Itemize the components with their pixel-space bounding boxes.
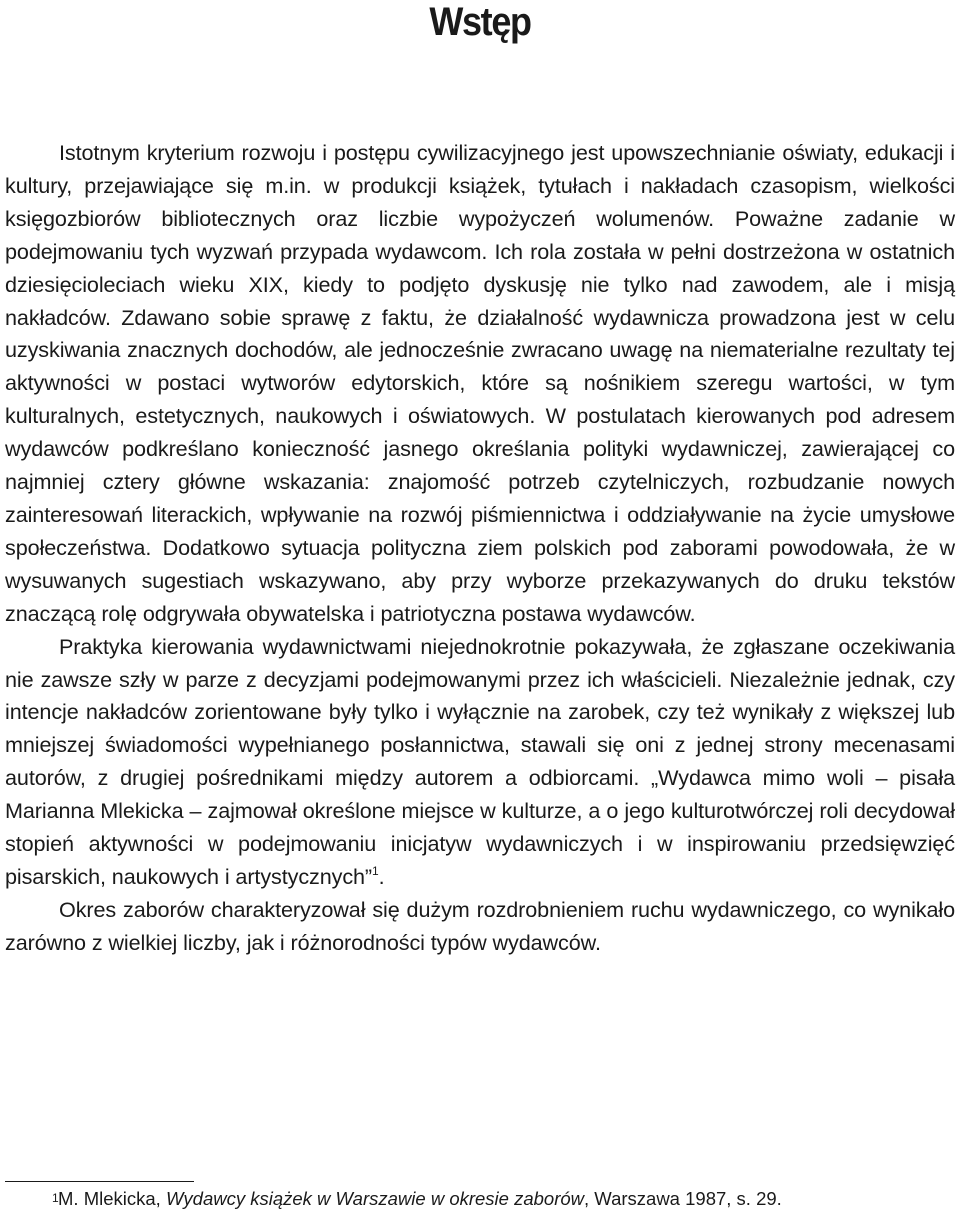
footnote-book-title: Wydawcy książek w Warszawie w okresie zaborów (165, 1188, 585, 1209)
footnote-reference: 1 (372, 863, 379, 878)
paragraph-2 (5, 631, 955, 894)
paragraph-3: Okres zaborów charakteryzował się dużym rozdrobnieniem ruchu wydawniczego, co wynikało zarówno z wielkiej liczby, jak i różnorodności typów wydawców. (5, 896, 955, 955)
main-text (5, 137, 955, 960)
paragraph-2-text: Praktyka kierowania wydawnictwami niejednokrotnie pokazywała, że zgłaszane oczekiwania nie zawsze szły w parze z decyzjami podejmowanymi przez ich właścicieli. Niezależnie jednak, czy intencje nakładców zorientowane były tylko i wyłącznie na zarobek, czy też wynikały z większej lub mniejszej świadomości wypełnianego posłannictwa, stawali się oni z jednej strony mecenasami autorów, z drugiej pośrednikami między autorem a odbiorcami. „Wydawca mimo woli – pisała Marianna Mlekicka – zajmował określone miejsce w kulturze, a o jego kulturotwórczej roli decydował stopień aktywności w podejmowaniu inicjatyw wydawniczych i w inspirowaniu przedsięwzięć pisarskich, naukowych i artystycznych” (5, 633, 955, 889)
page-title: Wstęp (429, 0, 531, 44)
footnote-author: M. Mlekicka, (58, 1188, 166, 1209)
footnote (52, 1188, 958, 1210)
paragraph-2-end: . (378, 863, 385, 889)
paragraph-1: Istotnym kryterium rozwoju i postępu cywilizacyjnego jest upowszechnianie oświaty, edukacji i kultury, przejawiające się m.in. w produkcji książek, tytułach i nakładach czasopism, wielkości księgozbiorów bibliotecznych oraz liczbie wypożyczeń wolumenów. Poważne zadanie w podejmowaniu tych wyzwań przypada wydawcom. Ich rola została w pełni dostrzeżona w ostatnich dziesięcioleciach wieku XIX, kiedy to podjęto dyskusję nie tylko nad zawodem, ale i misją nakładców. Zdawano sobie sprawę z faktu, że działalność wydawnicza prowadzona jest w celu uzyskiwania znacznych dochodów, ale jednocześnie zwracano uwagę na niematerialne rezultaty tej aktywności w postaci wytworów edytorskich, które są nośnikiem szeregu wartości, w tym kulturalnych, estetycznych, naukowych i oświatowych. W postulatach kierowanych pod adresem wydawców podkreślano konieczność jasnego określania polityki wydawniczej, zawierającej co najmniej cztery główne wskazania: znajomość potrzeb czytelniczych, rozbudzanie nowych zainteresowań literackich, wpływanie na rozwój piśmiennictwa i oddziaływanie na życie umysłowe społeczeństwa. Dodatkowo sytuacja polityczna ziem polskich pod zaborami powodowała, że w wysuwanych sugestiach wskazywano, aby przy wyborze przekazywanych do druku tekstów znaczącą rolę odgrywała obywatelska i patriotyczna postawa wydawców. (5, 140, 955, 626)
footnote-rest: , Warszawa 1987, s. 29. (584, 1188, 782, 1209)
footnote-marker: 1 (52, 1191, 59, 1205)
footnote-divider (5, 1181, 194, 1182)
